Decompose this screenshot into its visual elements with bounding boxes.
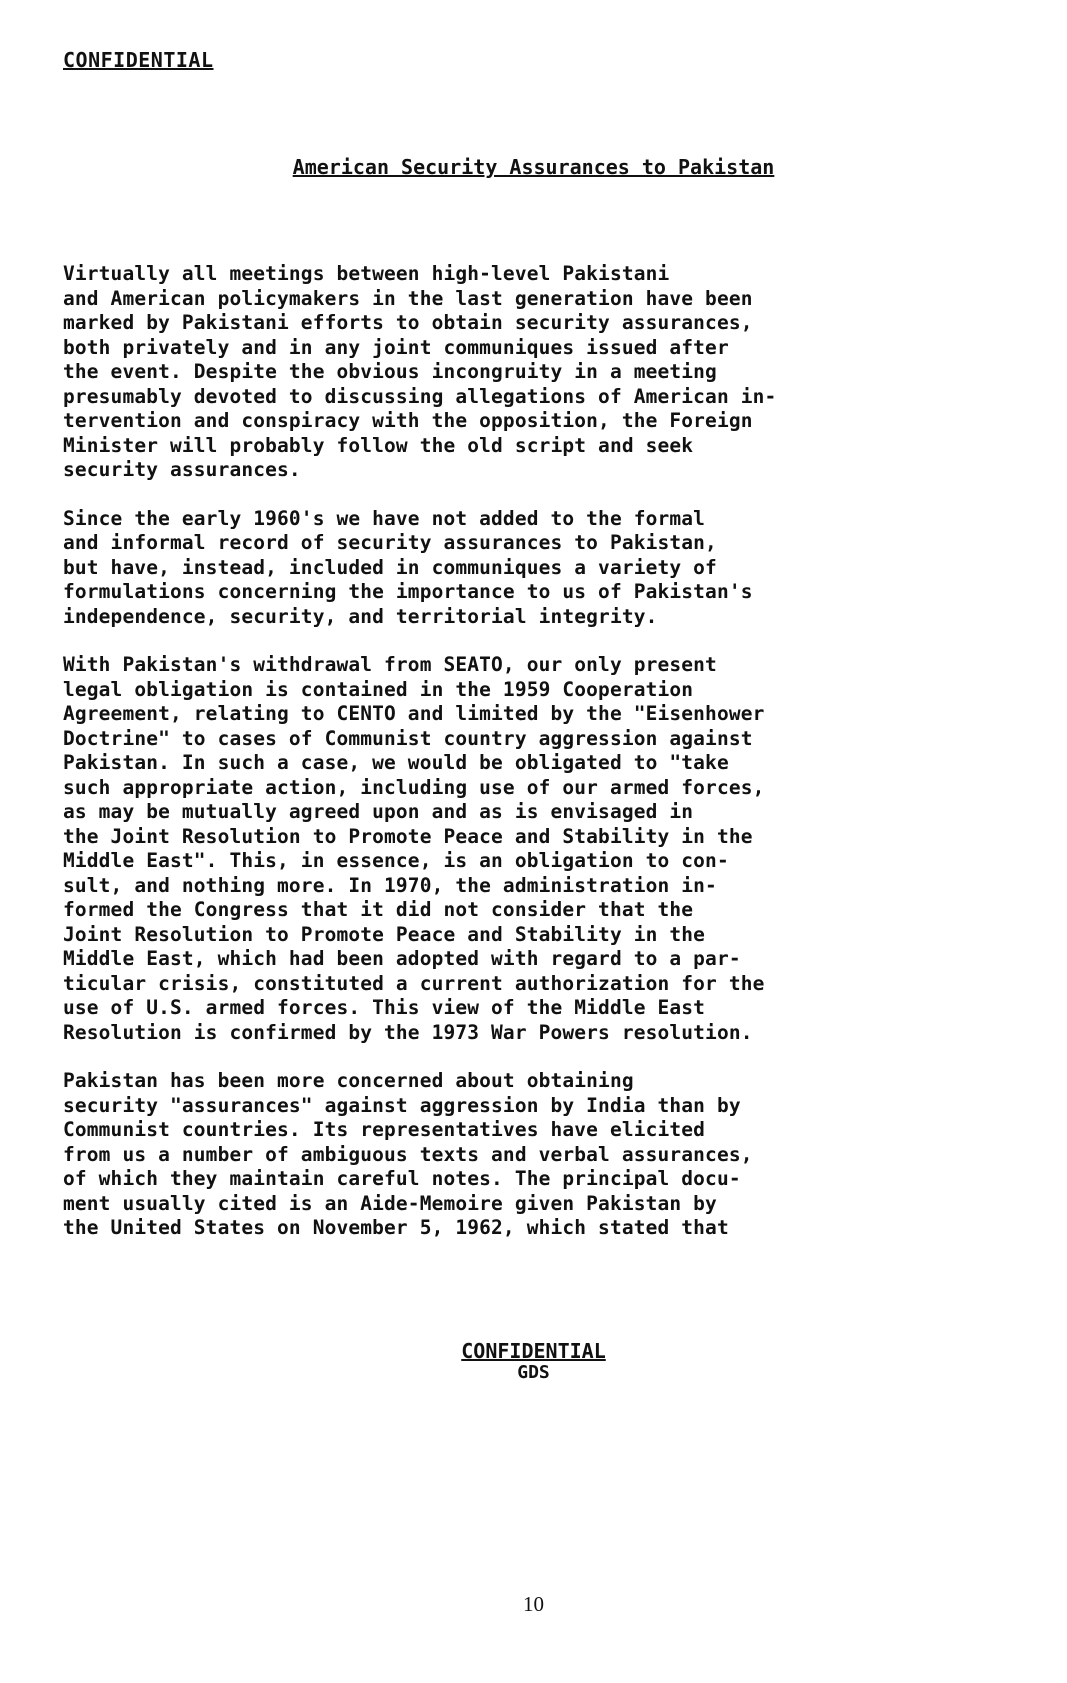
classification-footer	[0, 1340, 1067, 1384]
document-title-wrapper	[0, 155, 1067, 179]
classification-header: CONFIDENTIAL	[63, 48, 214, 72]
paragraph-4: Pakistan has been more concerned about obtaining security "assurances" against aggression by India than by Communist countries. Its representatives have elicited from us a number of ambiguous texts and verbal assurances, of which they maintain careful notes. The principal docu- ment usually cited is an Aide-Memoire given Pakistan by the United States on November 5, 1962, which stated that	[63, 1069, 753, 1239]
page-number: 10	[523, 1592, 544, 1616]
paragraph-1: Virtually all meetings between high-level Pakistani and American policymakers in the last generation have been marked by Pakistani efforts to obtain security assurances, both privately and in any joint communiques issued after the event. Despite the obvious incongruity in a meeting presumably devoted to discussing allegations of American in- tervention and conspiracy with the opposition, the Foreign Minister will probably follow the old script and seek security assurances.	[63, 262, 777, 481]
paragraph-3: With Pakistan's withdrawal from SEATO, our only present legal obligation is contained in the 1959 Cooperation Agreement, relating to CENTO and limited by the "Eisenhower Doctrine" to cases of Communist country aggression against Pakistan. In such a case, we would be obligated to "take such appropriate action, including use of our armed forces, as may be mutually agreed upon and as is envisaged in the Joint Resolution to Promote Peace and Stability in the Middle East". This, in essence, is an obligation to con- sult, and nothing more. In 1970, the administration in- formed the Congress that it did not consider that the Joint Resolution to Promote Peace and Stability in the Middle East, which had been adopted with regard to a par- ticular crisis, constituted a current authorization for the use of U.S. armed forces. This view of the Middle East Resolution is confirmed by the 1973 War Powers resolution.	[63, 653, 765, 1044]
footer-declassification-marking: GDS	[517, 1362, 550, 1383]
document-title: American Security Assurances to Pakistan	[292, 155, 775, 179]
paragraph-2: Since the early 1960's we have not added to the formal and informal record of security assurances to Pakistan, but have, instead, included in communiques a variety of formulations concerning the importance to us of Pakistan's independence, security, and territorial integrity.	[63, 506, 753, 628]
footer-classification: CONFIDENTIAL	[461, 1339, 606, 1363]
document-body	[63, 262, 1023, 1265]
